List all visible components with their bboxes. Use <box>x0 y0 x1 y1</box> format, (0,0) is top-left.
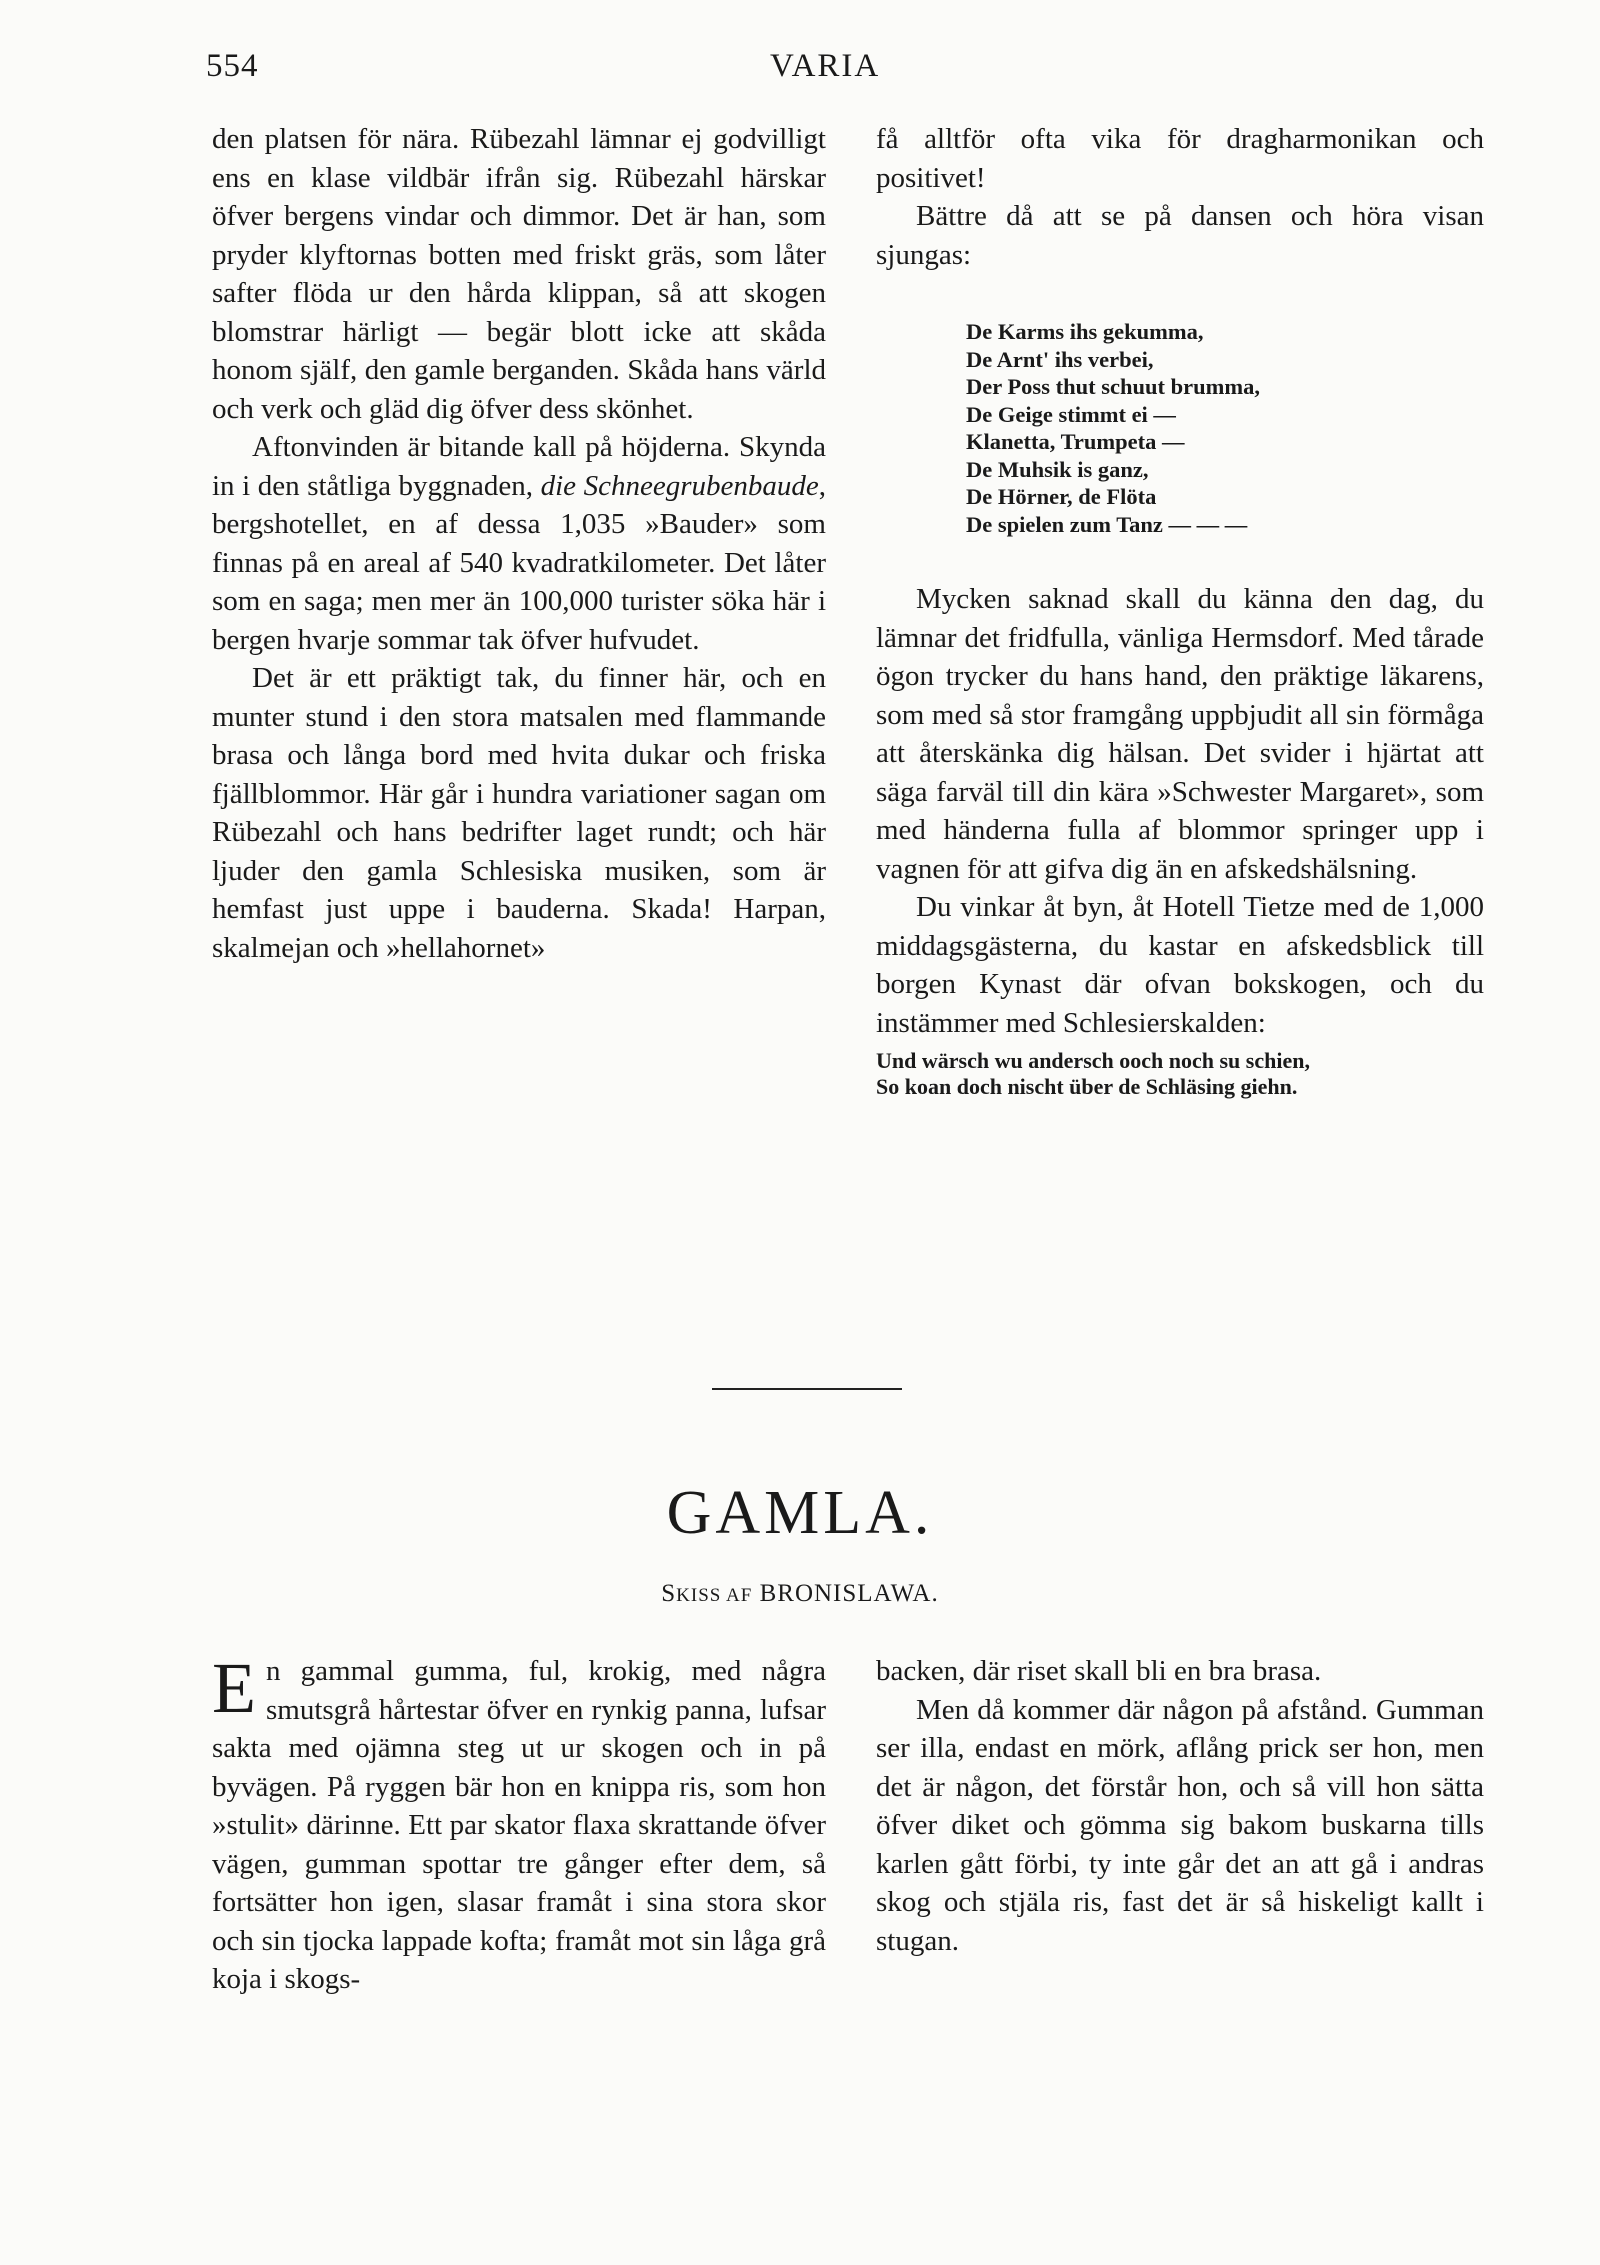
poem-line: De Geige stimmt ei — <box>966 401 1176 427</box>
poem-line: De Karms ihs gekumma, <box>966 319 1204 344</box>
poem-line: Der Poss thut schuut brumma, <box>966 374 1260 399</box>
story-byline <box>0 1580 1600 1608</box>
text-run: , bergshotellet, en af dessa 1,035 »Bauder» som finnas på en areal af 540 kvadratkilometer. Det låter som en saga; men mer än 100,000 turister söka här i bergen hvarje sommar tak öfver hufvudet. <box>212 469 826 656</box>
paragraph: Det är ett präktigt tak, du finner här, och en munter stund i den stora matsalen med flammande brasa och långa bord med hvita dukar och friska fjällblommor. Här går i hundra variationer sagan om Rübezahl och hans bedrifter laget rundt; och här ljuder den gamla Schlesiska musiken, som är hemfast just uppe i bauderna. Skada! Harpan, skalmejan och »hellahornet» <box>212 662 826 964</box>
byline-author: BRONISLAWA. <box>759 1580 939 1607</box>
paragraph: Bättre då att se på dansen och höra visan sjungas: <box>876 200 1484 271</box>
paragraph: Men då kommer där någon på afstånd. Gumman ser illa, endast en mörk, aflång prick ser hon, men det är någon, det förstår hon, och så vill hon sätta öfver diket och gömma sig bakom buskarna tills karlen gått förbi, ty inte går det an att gå i andras skog och stjäla ris, fast det är så hiskeligt kallt i stugan. <box>876 1693 1484 1957</box>
column-bottom-left <box>212 1648 826 1999</box>
paragraph <box>212 428 826 659</box>
story-title: GAMLA. <box>666 1479 934 1547</box>
running-head: VARIA <box>770 48 881 84</box>
column-top-right <box>876 120 1484 1100</box>
poem-line: Klanetta, Trumpeta — <box>966 429 1185 454</box>
paragraph: få alltför ofta vika för dragharmonikan och positivet! <box>876 123 1484 194</box>
column-bottom-right <box>876 1652 1484 1960</box>
italic-hotel-name: die Schneegrubenbaude <box>540 469 819 502</box>
poem-block <box>966 318 1484 538</box>
page-number: 554 <box>206 48 259 84</box>
section-divider <box>712 1388 902 1390</box>
poem-line: De spielen zum Tanz — — — <box>966 511 1248 537</box>
dialect-quote <box>876 1048 1484 1100</box>
text-run: n gammal gumma, ful, krokig, med några smutsgrå hårtestar öfver en rynkig panna, lufsar sakta med ojämna steg ut ur skogen och in på byvägen. På ryggen bär hon en knippa ris, som hon »stulit» därinne. Ett par skator flaxa skrattande öfver vägen, gumman spottar tre gånger efter dem, så fortsätter hon igen, slasar framåt i sina stora skor och sin tjocka lappade kofta; framåt mot sin låga grå koja i skogs- <box>212 1655 826 1995</box>
byline-small-caps: KISS AF <box>676 1585 753 1606</box>
poem-line: De Arnt' ihs verbei, <box>966 346 1154 372</box>
drop-cap: E <box>212 1648 256 1728</box>
dialect-line: Und wärsch wu andersch ooch noch su schien, <box>876 1048 1310 1073</box>
text-run: Aftonvinden är bitande kall på höjderna. Skynda in i den ståtliga byggnaden, <box>212 431 826 502</box>
dialect-line: So koan doch nischt über de Schläsing giehn. <box>876 1074 1298 1099</box>
byline-initial: S <box>661 1580 677 1607</box>
paragraph: den platsen för nära. Rübezahl lämnar ej godvilligt ens en klase vildbär ifrån sig. Rübezahl härskar öfver bergens vindar och dimmor. Det är han, som pryder klyftornas botten med friskt gräs, som låter safter flöda ur den hårda klippan, så att skogen blomstrar härligt — begär blott icke att skåda honom själf, den gamle berganden. Skåda hans värld och verk och gläd dig öfver dess skönhet. <box>212 123 826 425</box>
poem-line: De Hörner, de Flöta <box>966 484 1157 509</box>
paragraph: Mycken saknad skall du känna den dag, du lämnar det fridfulla, vänliga Hermsdorf. Med tårade ögon trycker du hans hand, den präktige läkarens, som med så stor framgång uppbjudit all sin förmåga att återskänka dig hälsan. Det svider i hjärtat att säga farväl till din kära »Schwester Margaret», som med händerna fulla af blommor springer upp i vagnen för att gifva dig än en afskedshälsning. <box>876 583 1484 885</box>
paragraph <box>212 1648 826 1999</box>
column-top-left <box>212 120 826 967</box>
paragraph: Du vinkar åt byn, åt Hotell Tietze med de 1,000 middagsgästerna, du kastar en afskedsblick till borgen Kynast där ofvan bokskogen, och du instämmer med Schlesierskalden: <box>876 891 1484 1039</box>
paragraph: backen, där riset skall bli en bra brasa. <box>876 1655 1322 1687</box>
poem-line: De Muhsik is ganz, <box>966 456 1149 482</box>
